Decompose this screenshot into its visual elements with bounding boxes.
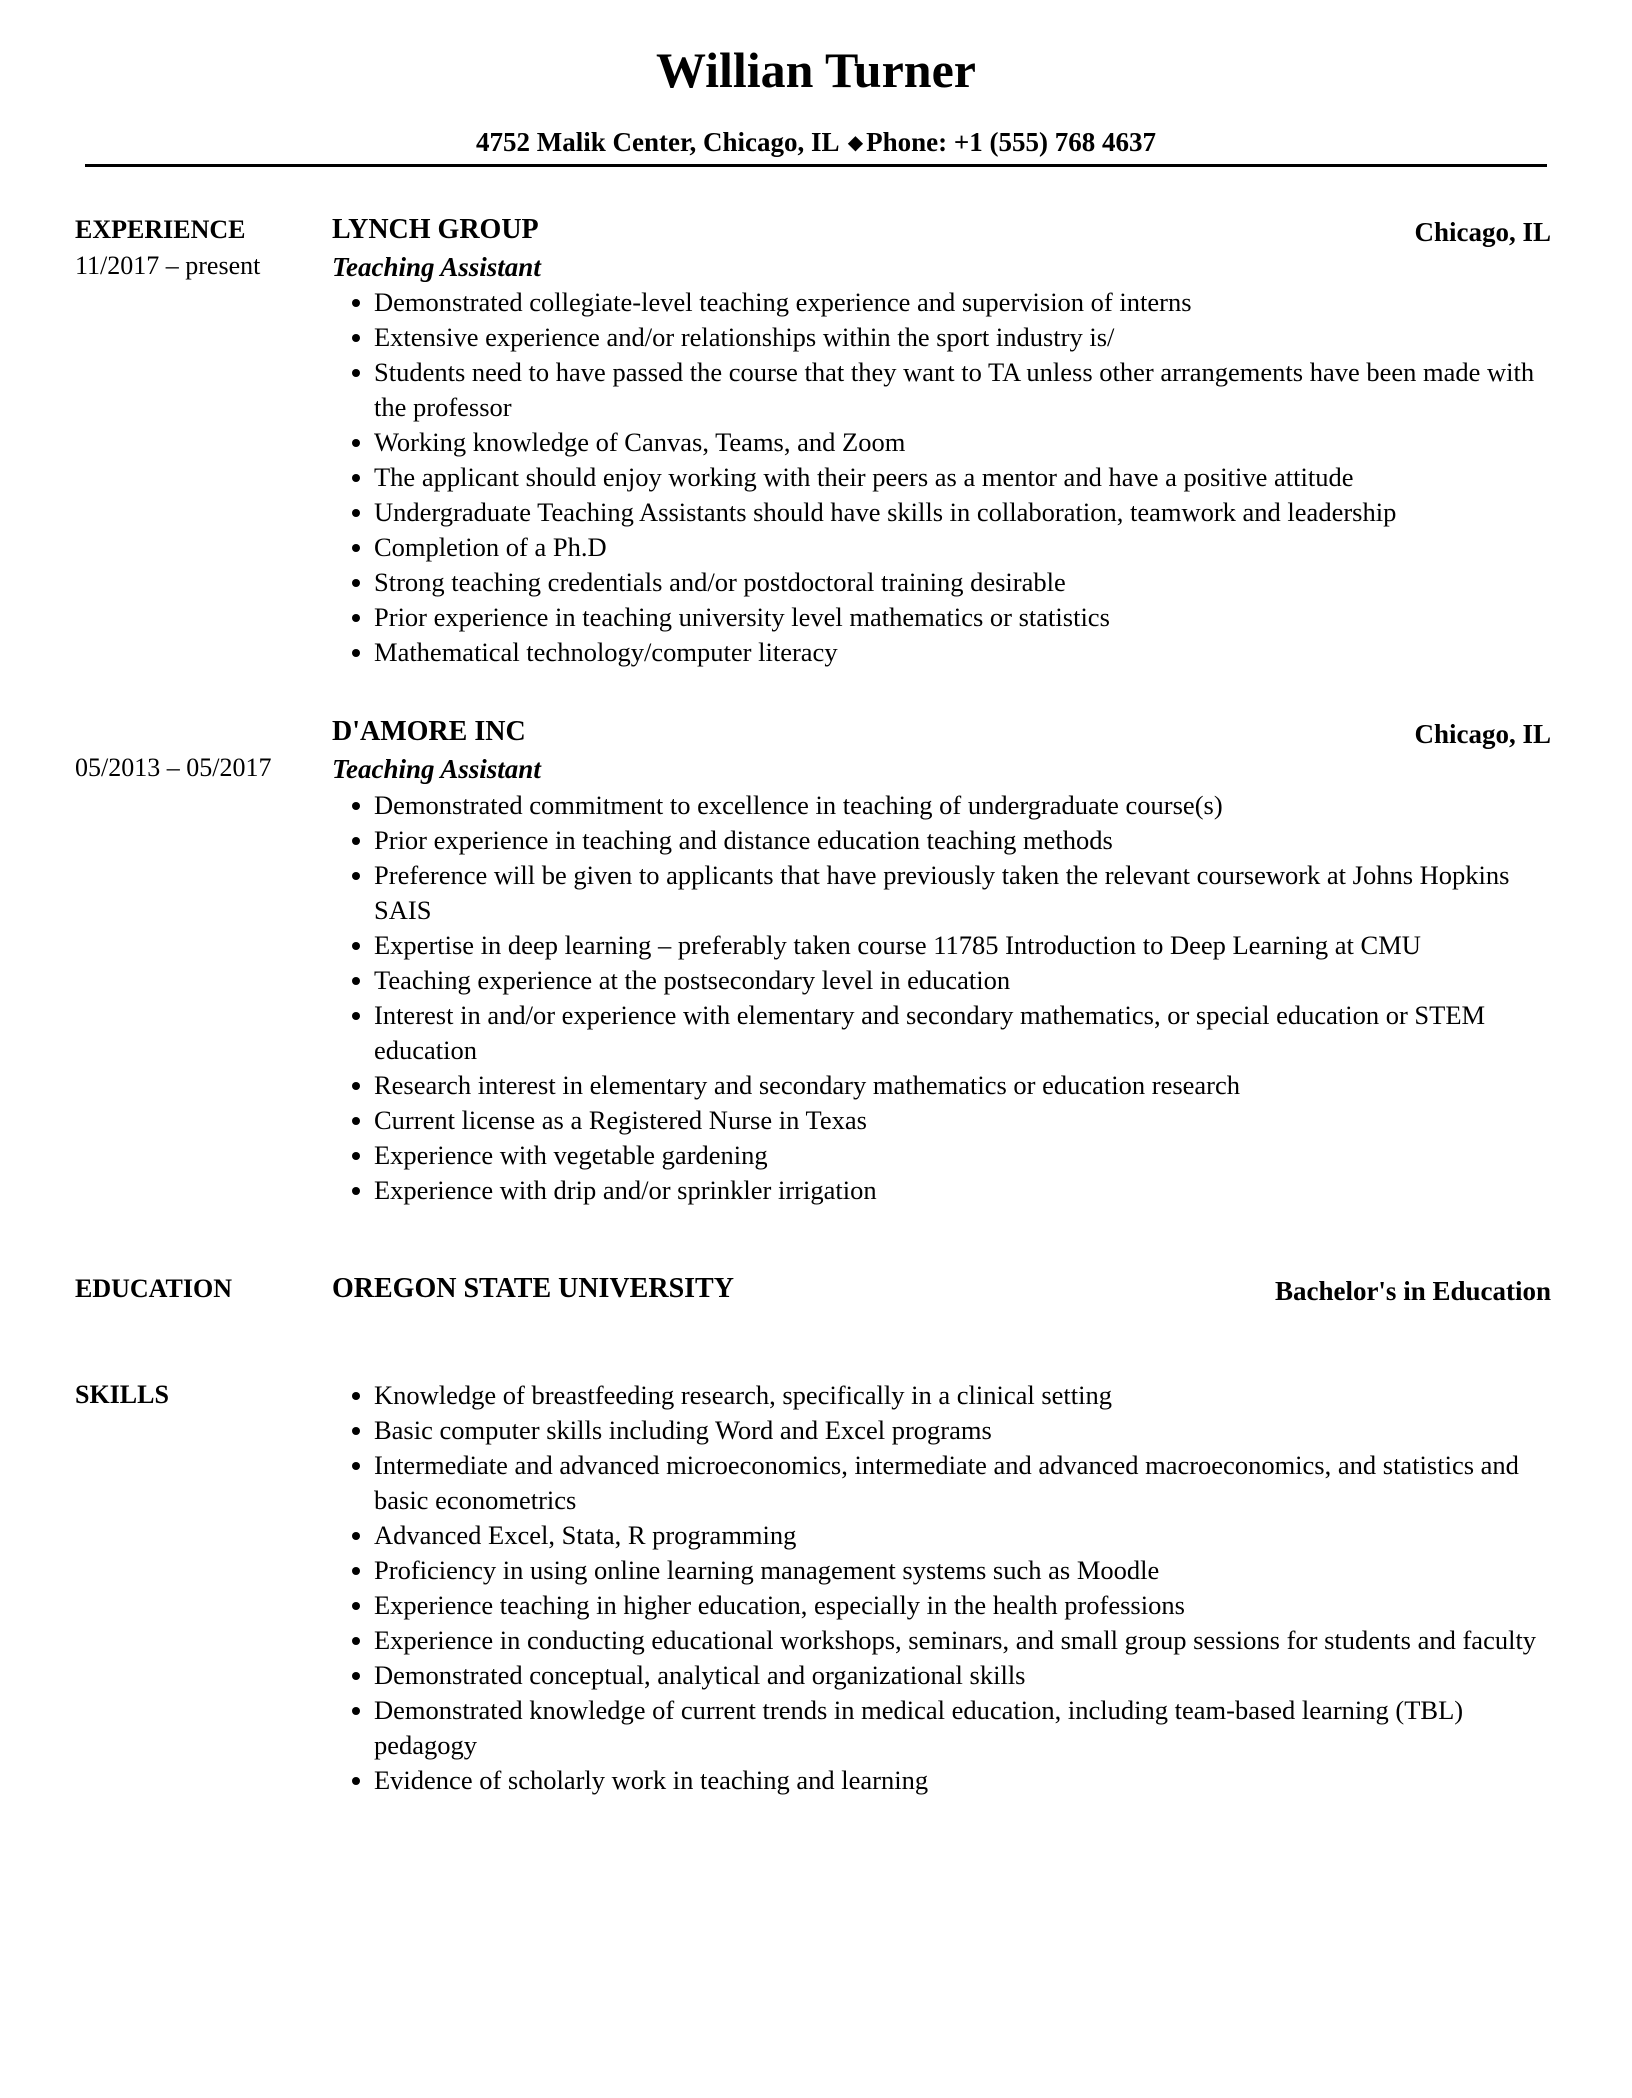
list-item: Completion of a Ph.D bbox=[332, 530, 1557, 565]
job-company: LYNCH GROUP bbox=[332, 214, 539, 245]
list-item: Research interest in elementary and secondary mathematics or education research bbox=[332, 1068, 1557, 1103]
school-name: OREGON STATE UNIVERSITY bbox=[332, 1273, 734, 1304]
list-item: Demonstrated collegiate-level teaching experience and supervision of interns bbox=[332, 285, 1557, 320]
list-item: Prior experience in teaching and distance education teaching methods bbox=[332, 823, 1557, 858]
job-dates: 11/2017 – present bbox=[75, 251, 261, 280]
list-item: Expertise in deep learning – preferably taken course 11785 Introduction to Deep Learning at CMU bbox=[332, 928, 1557, 963]
list-item: Working knowledge of Canvas, Teams, and Zoom bbox=[332, 425, 1557, 460]
list-item: Demonstrated knowledge of current trends in medical education, including team-based learning (TBL) pedagogy bbox=[332, 1693, 1557, 1763]
skills-list bbox=[332, 1378, 1557, 1798]
list-item: Experience in conducting educational workshops, seminars, and small group sessions for students and faculty bbox=[332, 1623, 1557, 1658]
list-item: Knowledge of breastfeeding research, specifically in a clinical setting bbox=[332, 1378, 1557, 1413]
job-location: Chicago, IL bbox=[1414, 719, 1551, 749]
degree: Bachelor's in Education bbox=[1274, 1276, 1551, 1306]
candidate-name: Willian Turner bbox=[655, 42, 977, 98]
list-item: Interest in and/or experience with elementary and secondary mathematics, or special education or STEM education bbox=[332, 998, 1557, 1068]
job-title: Teaching Assistant bbox=[332, 252, 541, 282]
diamond-separator-icon: ◆ bbox=[847, 132, 864, 154]
list-item: Experience with drip and/or sprinkler irrigation bbox=[332, 1173, 1557, 1208]
list-item: Prior experience in teaching university level mathematics or statistics bbox=[332, 600, 1557, 635]
list-item: Preference will be given to applicants that have previously taken the relevant coursework at Johns Hopkins SAIS bbox=[332, 858, 1557, 928]
list-item: Demonstrated commitment to excellence in teaching of undergraduate course(s) bbox=[332, 788, 1557, 823]
contact-line bbox=[0, 124, 1632, 161]
list-item: Proficiency in using online learning management systems such as Moodle bbox=[332, 1553, 1557, 1588]
phone: Phone: +1 (555) 768 4637 bbox=[866, 127, 1157, 157]
job-company: D'AMORE INC bbox=[332, 716, 526, 747]
list-item: Experience with vegetable gardening bbox=[332, 1138, 1557, 1173]
list-item: Intermediate and advanced microeconomics, intermediate and advanced macroeconomics, and statistics and basic econometrics bbox=[332, 1448, 1557, 1518]
job-duties-list bbox=[332, 788, 1557, 1208]
list-item: Strong teaching credentials and/or postdoctoral training desirable bbox=[332, 565, 1557, 600]
list-item: Undergraduate Teaching Assistants should have skills in collaboration, teamwork and leadership bbox=[332, 495, 1557, 530]
list-item: Extensive experience and/or relationships within the sport industry is/ bbox=[332, 320, 1557, 355]
list-item: Evidence of scholarly work in teaching and learning bbox=[332, 1763, 1557, 1798]
section-label-skills: SKILLS bbox=[75, 1380, 169, 1409]
section-label-education: EDUCATION bbox=[75, 1274, 232, 1303]
header-divider bbox=[85, 164, 1547, 167]
job-duties-list bbox=[332, 285, 1557, 670]
list-item: The applicant should enjoy working with their peers as a mentor and have a positive attitude bbox=[332, 460, 1557, 495]
list-item: Demonstrated conceptual, analytical and organizational skills bbox=[332, 1658, 1557, 1693]
address: 4752 Malik Center, Chicago, IL bbox=[475, 127, 838, 157]
list-item: Experience teaching in higher education, especially in the health professions bbox=[332, 1588, 1557, 1623]
job-dates: 05/2013 – 05/2017 bbox=[75, 753, 272, 782]
job-title: Teaching Assistant bbox=[332, 754, 541, 784]
list-item: Mathematical technology/computer literacy bbox=[332, 635, 1557, 670]
section-label-experience: EXPERIENCE bbox=[75, 215, 246, 244]
list-item: Basic computer skills including Word and Excel programs bbox=[332, 1413, 1557, 1448]
list-item: Teaching experience at the postsecondary level in education bbox=[332, 963, 1557, 998]
job-location: Chicago, IL bbox=[1414, 217, 1551, 247]
list-item: Students need to have passed the course that they want to TA unless other arrangements have been made with the professor bbox=[332, 355, 1557, 425]
list-item: Advanced Excel, Stata, R programming bbox=[332, 1518, 1557, 1553]
list-item: Current license as a Registered Nurse in Texas bbox=[332, 1103, 1557, 1138]
